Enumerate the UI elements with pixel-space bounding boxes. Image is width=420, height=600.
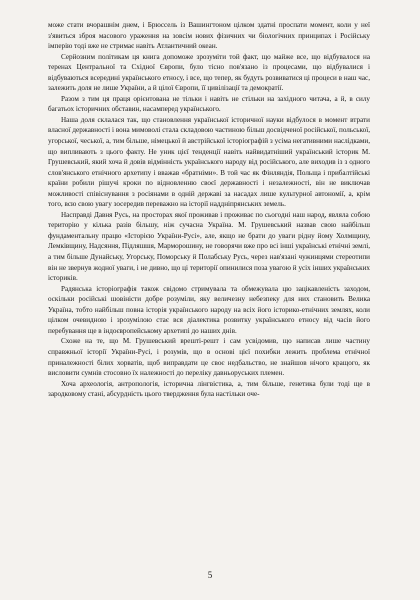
paragraph: Насправді Давня Русь, на просторах якої проживав і проживає по сьогодні наш народ, являла собою територію у кілька разів більшу, ніж сучасна Україна. М. Грушевський назвав свою найбільш фундаментальну працю «Історією України-Русі», але, якщо не брати до уваги рідну йому Холмщину, Лемківщину, Надсяння, Підляшшя, Марморошину, не говорячи вже про всі інші українські етнічні землі, а тим більше Дунайську, Угорську, Поморську й Полабську Русь, через нав'язані чужинцями стереотипи він не звернув жодної уваги, і не дивно, що ці території опинилися поза увагою й усіх інших українських істориків. bbox=[48, 210, 370, 283]
paragraph: Хоча археологія, антропологія, історична лінгвістика, а, тим більше, генетика були тоді ще в зародковому стані, абсурдність цього твердження була настільки оче- bbox=[48, 379, 370, 399]
paragraph: Разом з тим ця праця орієнтована не тільки і навіть не стільки на західного читача, а й, в силу багатьох історичних обставин, насамперед українського. bbox=[48, 94, 370, 114]
page-number: 5 bbox=[207, 570, 213, 580]
paragraph: може стати вчорашнім днем, і Брюссель із Вашингтоном цілком здатні проспати момент, коли у неї з'явиться зброя масового ураження на зовсім нових фізичних чи біологічних принципах і Російську імперію тоді вже не стримає навіть Атлантичний океан. bbox=[48, 21, 370, 51]
page-body bbox=[48, 20, 370, 568]
paragraph: Радянська історіографія також свідомо стримувала та обмежувала цю зацікавленість заходом, оскільки російські шовіністи добре розуміли, яку величезну небезпеку для них становить Велика Україна, тобто найбільш повна історія українського народу на всіх його історико-етнічних землях, коли цілком очевидною і зрозумілою стає вся діалектика розвитку українського етносу від часів його перебування ще в індоєвропейському архетипі до наших днів. bbox=[48, 284, 370, 335]
paragraph: Серйозним політикам ця книга допоможе зрозуміти той факт, що майже все, що відбувалося на теренах Центральної та Східної Європи, було тісно пов'язано із процесами, що відбувалися і відбуваються всередині українського етносу, і все, що тепер, як будуть розвиватися ці процеси в наш час, залежить доля не лише України, а й цілої Європи, її цивілізації та демократії. bbox=[48, 52, 370, 93]
paragraph: Схоже на те, що М. Грушевський врешті-решт і сам усвідомив, що написав лише частину справжньої історії України-Русі, і розумів, що в основі цієї похибки лежить проблема етнічної приналежності білих хорватів, щоб виправдати це своє недбальство, не знайшов нічого кращого, як висловити сумнів стосовно їх належності до переліку давньоруських племен. bbox=[48, 337, 370, 378]
paragraph: Наша доля склалася так, що становлення української історичної науки відбулося в момент втрати власної державності і вона мимоволі стала складовою частиною більш досвідченої російської, польської, угорської, чеської, а, тим більше, німецької й австрійської історіографій з усіма негативними наслідками, що випливають з цього факту. Не уник цієї тенденції навіть найвидатніший український історик М. Грушевський, який хоча й довів відмінність українського народу від російського, але виходив із з одного слов'янського етнічного архетипу і вважав «братніми». В той час як Фінляндія, Польща і прибалтійські країни робили рішучі кроки по відновленню своєї державності і незалежності, він не виключав можливості співіснування з росіянами в одній державі за насадах лише культурної автономії, а, крім того, всю свою увагу зосередив переважно на історії наддніпрянських земель. bbox=[48, 115, 370, 209]
